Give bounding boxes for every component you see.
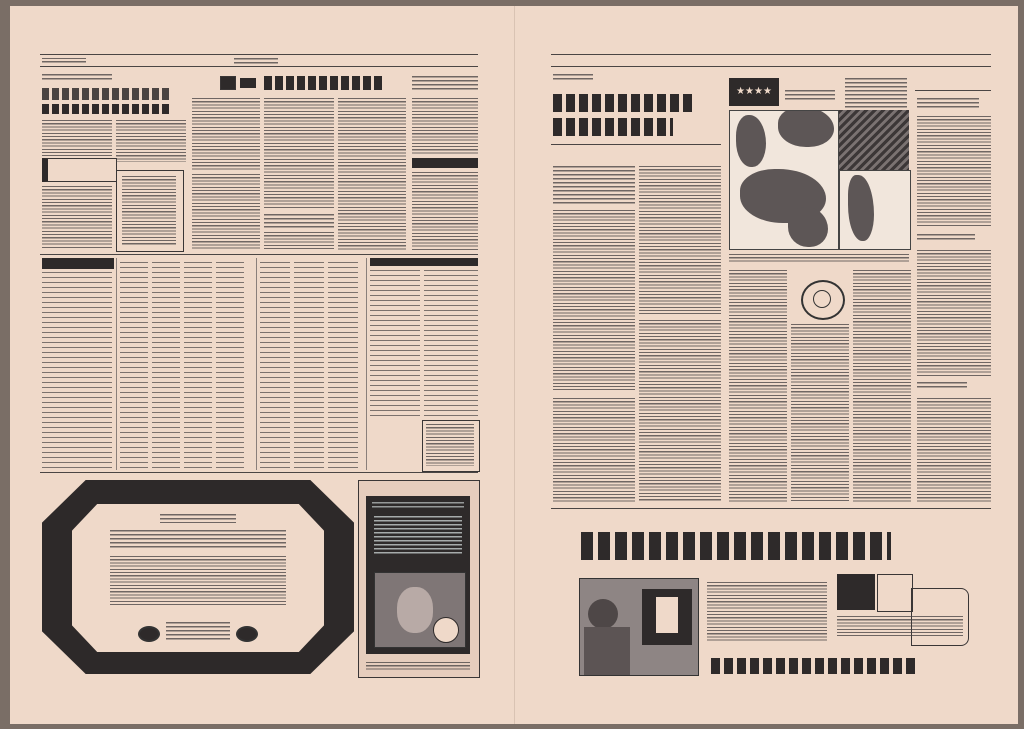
kicker xyxy=(553,74,593,81)
map-europe xyxy=(729,110,839,250)
ad-text xyxy=(110,556,286,606)
table-column xyxy=(120,262,148,470)
map-asia xyxy=(839,170,911,250)
table-column xyxy=(152,262,180,470)
column-rule xyxy=(915,90,991,91)
ad-text xyxy=(707,582,827,642)
table-column xyxy=(328,262,358,470)
article-text xyxy=(917,116,991,226)
table-box-text xyxy=(426,424,474,466)
article-text xyxy=(791,324,849,502)
article-text xyxy=(192,174,260,250)
table-column xyxy=(260,262,290,470)
article-text xyxy=(853,270,911,502)
top-rule-2 xyxy=(551,66,991,67)
top-rule xyxy=(40,54,478,55)
arrow-icon xyxy=(44,554,70,602)
article-text xyxy=(42,186,112,250)
article-text xyxy=(192,98,260,170)
article-text xyxy=(264,98,334,208)
ad-footer-text xyxy=(166,622,230,642)
ad-photo xyxy=(579,578,699,676)
un-emblem-icon xyxy=(801,280,845,320)
stars-badge: ★★★★ xyxy=(729,78,779,106)
table-column xyxy=(424,270,478,416)
article-text xyxy=(116,120,186,162)
table-column xyxy=(294,262,324,470)
dark-bar xyxy=(412,158,478,168)
table-bottom-rule xyxy=(40,472,478,473)
article-text xyxy=(917,398,991,502)
headline-glyphs-2 xyxy=(42,104,170,114)
boxed-note xyxy=(42,158,117,182)
column-head xyxy=(412,76,478,92)
column-separator xyxy=(256,258,257,470)
top-rule-2 xyxy=(40,66,478,67)
section-headline xyxy=(264,76,384,90)
book-cover-photo xyxy=(374,572,466,648)
column-head xyxy=(917,98,979,108)
table-top-rule xyxy=(40,254,478,255)
ad-logo-outline xyxy=(877,574,913,612)
book-ad-caption xyxy=(366,662,470,670)
article-text xyxy=(729,270,787,502)
ad-title xyxy=(160,514,236,523)
ad-banner-headline xyxy=(581,532,891,560)
left-page xyxy=(10,6,514,724)
section-bottom-rule xyxy=(551,508,991,509)
headline-glyphs-1 xyxy=(42,88,170,100)
top-rule xyxy=(551,54,991,55)
deck xyxy=(553,166,635,204)
map-hatched-region xyxy=(839,110,909,170)
subhead xyxy=(264,214,334,228)
article-text xyxy=(553,398,635,502)
boxed-article-text xyxy=(122,176,176,246)
article-text xyxy=(338,98,406,250)
table-column xyxy=(370,270,420,416)
book-title xyxy=(374,516,462,556)
tree-icons xyxy=(845,78,907,108)
ad-logo-block xyxy=(837,574,875,610)
logo-block xyxy=(240,78,256,88)
table-head-block xyxy=(42,258,114,269)
table-column xyxy=(184,262,212,470)
table-head-block xyxy=(370,258,478,266)
article-text xyxy=(639,166,721,314)
article-text xyxy=(412,172,478,250)
article-text xyxy=(42,120,112,156)
newspaper-spread xyxy=(10,6,1018,724)
headline-glyphs-2 xyxy=(553,118,673,136)
arrow-icon xyxy=(326,554,352,602)
ad-headline xyxy=(110,530,286,550)
map-caption xyxy=(729,254,909,262)
article-text xyxy=(917,250,991,376)
column-head xyxy=(917,382,967,390)
table-column xyxy=(42,272,112,470)
article-text xyxy=(553,210,635,390)
article-text xyxy=(639,320,721,502)
coupon-text xyxy=(837,616,963,636)
headline-rule xyxy=(551,144,721,145)
book-kicker xyxy=(372,502,464,510)
article-text xyxy=(412,98,478,154)
tree-icons xyxy=(785,90,835,100)
right-page xyxy=(514,6,1019,724)
ad-tagline xyxy=(711,658,917,674)
eye-icon xyxy=(236,626,258,642)
eye-icon xyxy=(138,626,160,642)
column-separator xyxy=(366,258,367,470)
folio-center xyxy=(234,58,278,64)
column-separator xyxy=(116,258,117,470)
kicker xyxy=(42,74,112,81)
heart-icon xyxy=(220,76,236,90)
column-head xyxy=(917,234,975,242)
article-text xyxy=(264,232,334,250)
table-column xyxy=(216,262,244,470)
headline-glyphs-1 xyxy=(553,94,693,112)
folio-left xyxy=(42,58,86,63)
